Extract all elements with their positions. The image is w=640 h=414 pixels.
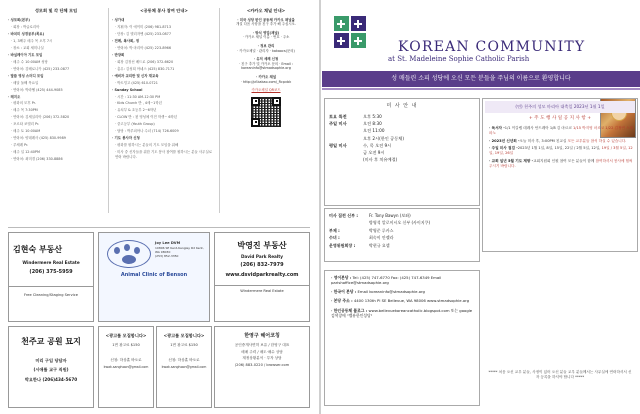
mass-title: 미 사 안 내 [386, 103, 418, 109]
kakao-block [222, 75, 310, 84]
announcement-date: (연) 천주의 성모 마리아 대축일 2023년 1월 1일 [485, 101, 635, 113]
list-item: · 지휘자: 이 에이미 (206) 981-8713 [115, 24, 171, 29]
mass-time: 오전 8:30 [363, 121, 382, 127]
ad-cemetery [8, 326, 94, 408]
clergy-name: 박현규 요셉 [369, 242, 390, 248]
announcements [482, 98, 638, 252]
contact-label: · 한인공동체 블로그 : [331, 307, 368, 313]
announcement-detail: 참여하셔서 봉사에 힘써 주시기 바랍니다. [489, 159, 633, 168]
ad-title: 김현숙 부동산 [13, 245, 63, 254]
ad-line3: 박요한나 (206)434-5670 [24, 377, 78, 383]
ad-line2: 매매 주력 / 매도·매수 상담 [241, 349, 283, 354]
ad-recruit-2 [156, 326, 212, 408]
contact-text: www.bellevuekoreancatholic.blogspot.com 또는 google 검색창에 "벨뷰한인성당" [331, 307, 473, 318]
mass-time: 오후 2시(한인 공동체) [363, 135, 404, 141]
ad-subtitle: Windermere Real Estate [22, 259, 80, 265]
kakao-block-head: · 유저 세례 신청 [253, 57, 279, 62]
announcement-title: + 주 도 행 사 일 공 지 사 항 + [528, 115, 592, 121]
list-item: · 매주 수 10:00AM 성당 [11, 59, 48, 64]
list-item: · 평화의 모후 Pr. [11, 101, 36, 106]
left-page [0, 0, 318, 414]
ad-title: <광고를 모집합니다> [163, 333, 205, 338]
ad-address: 10806 SE Kent-Kangley Rd Kent, WA 98030 [155, 245, 204, 254]
left-top-section [8, 8, 310, 228]
list-item: · 담당 : 박루피아나 수녀 (714) 726-6009 [115, 129, 179, 134]
contact-item [331, 275, 473, 285]
clergy-name: 최숙이 안젤라 [369, 235, 394, 241]
list-item: · 연락처: 김베로니카 (425) 233-0877 [11, 66, 70, 71]
contact-text: Email koreaninfo@stmadsophie.org [357, 289, 425, 295]
announcement-item [489, 159, 633, 169]
clergy-name: 방영석 알로이시오 신부 (사이지쿠) [369, 220, 431, 226]
group-meetings-title: 성모회 및 각 단체 모임 [34, 8, 78, 13]
right-page [322, 0, 640, 414]
mass-label: 주일 미사 [329, 121, 347, 127]
announcement-head: · 독서자 - [489, 125, 505, 130]
ad-line1: 1면 광고료 $150 [112, 342, 140, 347]
welcome-banner: 성 매들린 소피 성당에 오신 모든 분들을 주님의 이름으로 환영합니다 [322, 71, 640, 87]
list-item: · 회장 김정선 베드로 (206) 372-6620 [115, 59, 174, 64]
ad-title: 한영구 헤어코칭 [244, 333, 280, 339]
kakao-block-text: · 카카오채널 · 관리자 · kakaocs(문의) [237, 48, 295, 53]
announcement-head: · 주일 미사 점검 - [489, 146, 518, 151]
announcement-detail: 모든 교우분들 참석 하실 수 있습니다. [566, 138, 627, 143]
ad-phone: (253) 852-3350 [155, 253, 179, 258]
contact-label: · 한국어 본당 : [331, 289, 357, 295]
ad-footer: Windermere Real Estate [240, 288, 284, 293]
clergy-name: Fr. Tony Bawyn (보좌) [369, 213, 411, 218]
list-item: · 미사 중 신자들을 위한 기도 봉사 참여를 원하시는 분들 사무실로 연락 바랍니다. [115, 150, 213, 159]
contact-label: · 본당 주소 : [331, 298, 353, 304]
mass-schedule [324, 98, 480, 206]
clergy-label: 운영위원회장 : [329, 242, 356, 248]
qr-caption: 카카오채널 QR코드 [251, 88, 281, 93]
mass-row [329, 150, 479, 156]
list-item: · 바치미 성경공부(목요) [8, 31, 45, 36]
ad-line4: (206) 883-0220 / browser.com [234, 363, 290, 368]
community-title: KOREAN COMMUNITY [398, 39, 586, 55]
mass-label: 평일 미사 [329, 142, 347, 148]
list-item: · 전례, 복사회, 정 [112, 38, 140, 43]
mass-row [329, 143, 479, 149]
ad-line2: 신청: 하상훈 바오로 [110, 357, 142, 362]
ad-title: <광고를 모집합니다> [105, 333, 147, 338]
mass-label [329, 150, 363, 156]
list-item: · 성모회(본부) [8, 17, 30, 22]
announcement-head: · 2023년 신년회 - [489, 138, 520, 143]
ad-website: www.dsvidparkrealty.com [225, 272, 299, 279]
list-item: · 중고등부 (Youth Group) [115, 122, 155, 127]
list-item: · 레지오 [8, 94, 21, 99]
ad-phone: (206) 375-5959 [29, 269, 73, 276]
kakao-block-head: · 카카오 채널 [255, 75, 277, 80]
contact-text: 4400 130th Pl SE Bellevue, WA 98006 www.stmadsophie.org [353, 298, 470, 304]
clergy-label: 미사 집전 신부 : [329, 213, 358, 218]
list-item: · 연락처: 최미경 (206) 330-8886 [11, 157, 63, 162]
kakao-block-head: · 미국 성당 한인 공동체 카카오 채널을 [237, 17, 295, 22]
header [322, 0, 640, 92]
kakao-block [222, 18, 310, 27]
mass-label: 토요 특전 [329, 113, 347, 119]
qr-code-icon[interactable] [251, 97, 281, 127]
list-item: · 기도 봉사자 신청 [112, 136, 140, 141]
ad-park-realestate [214, 232, 310, 322]
ad-title: 박영진 부동산 [237, 241, 287, 250]
list-item: · 유치부 & 초등부 2~6학년 [115, 108, 157, 113]
list-item: · Kids Church 반 , 4세~1학년 [115, 101, 162, 106]
announcement-item [489, 146, 633, 156]
group-meetings-column [8, 8, 104, 164]
list-item: · 연락처: 박라헬 (425) 444-9085 [11, 87, 63, 92]
kakao-block-text: · http://pf.kakao.com/_Rcpvbk [240, 79, 292, 84]
list-item: · 루체레 Pr. [11, 143, 29, 148]
announcement-text: 1/1 이갈렙 데레사 안드레아 1/8 김 마르코 [504, 125, 572, 130]
cat-dog-logo-icon [107, 240, 151, 268]
kakao-block [222, 31, 310, 40]
ad-footer: Free Cleaning/Staging Service [24, 293, 78, 298]
ad-subtitle: David Park Realty [240, 253, 284, 259]
ad-email[interactable]: kwak.sanghoon@gmail.com [103, 365, 149, 370]
clergy-label: 부제 : [329, 227, 340, 233]
list-item: · 총무: 김성희 아녜스 (425) 830-7171 [115, 66, 175, 71]
contact-item [331, 308, 473, 318]
announcement-text: 오늘 미사 후, 3:00PM 친교실 [519, 138, 567, 143]
kakao-block [222, 57, 310, 71]
mass-row [329, 128, 479, 134]
list-item: · 장소 : 교회 세미나실 [11, 45, 44, 50]
volunteer-list [112, 18, 216, 160]
ad-hair [214, 326, 310, 408]
list-item: · 연락처: 박 마리아 (425) 223-8966 [115, 45, 171, 50]
contact-text: Tel: (425) 747-6770 Fax: (425) 747-6349 Email parishoffice@stmadsophie.org [331, 275, 442, 286]
list-item: · 1, 3째주 매주 목 오후 7시 [11, 38, 53, 43]
mass-time: 수, 목 오전 9시 [363, 142, 392, 148]
clergy-row [329, 228, 475, 233]
mass-time: 오후 5:30 [363, 113, 382, 119]
mass-row [329, 157, 479, 163]
list-item: · 단장: 김 엘리자벳 (425) 233-0877 [115, 31, 171, 36]
ads-grid [8, 232, 310, 408]
kakao-blocks [222, 18, 310, 85]
column-divider [108, 8, 109, 213]
ad-line1: 공인중개사면허 보유 / 한영구 대표 [234, 342, 290, 347]
page-divider [319, 0, 321, 414]
ad-phone: (206) 832-7979 [240, 262, 284, 269]
mass-row [329, 114, 479, 120]
contact-item [331, 298, 473, 303]
list-item: · 매주 목 7:30PM [11, 108, 38, 113]
mass-label [329, 136, 363, 142]
kakao-block [222, 44, 310, 53]
list-item: · 반장회 [112, 52, 125, 57]
ad-kim-realestate [8, 232, 94, 322]
contact-label: · 영어본당 : [331, 275, 352, 280]
ad-animal-clinic [98, 232, 210, 322]
announcement-head: · 교회 일년 5월 기도 제향 - [489, 159, 534, 164]
list-item: · 포르타 코엘리 Pr. [11, 122, 40, 127]
volunteer-column [112, 8, 216, 162]
mass-time: 오전 11:00 [363, 128, 385, 134]
kakao-column [222, 8, 310, 131]
newcomer-note: ***** 처음 오신 교우 분들, 사정이 있어 오신 분들 교우 분들께서는 사무실에 연락하셔서 신자 등록을 하셔야 합니다 ***** [488, 370, 632, 379]
kakao-title: <카카오 채널 안내> [246, 8, 286, 13]
ad-email[interactable]: kwak.sanghoon@gmail.com [161, 365, 207, 370]
clergy-label: 수녀 : [329, 235, 340, 241]
list-item: · 박도밍고 (425) 610-0721 [115, 80, 158, 85]
ad-line3: 재정상황분석 · 투자 상담 [242, 356, 282, 361]
clergy-label [329, 220, 369, 225]
ad-line1: 1면 광고료 $150 [170, 342, 198, 347]
ad-line2: (시애틀 교구 직원) [33, 367, 69, 373]
announcement-item [489, 139, 633, 144]
list-item: · 연락처: 김세실리아 (206) 372-5820 [11, 115, 70, 120]
announcement-text: 2023년 1월 1일, 8일, 15일, 22일 / 2월 5일, 12일, [517, 146, 601, 151]
notice [482, 254, 638, 404]
contact-item [331, 289, 473, 294]
mass-row [329, 121, 479, 127]
parish-subtitle: at St. Madeleine Sophie Catholic Parish [388, 55, 530, 63]
kakao-block-head: · 정보 관리 [257, 44, 275, 49]
list-item: · 시간 : 11:30 AM-12:30 PM [115, 94, 161, 99]
mass-label [329, 128, 363, 134]
ad-line1: 미리 구입 당담자 [35, 357, 67, 363]
list-item: · 연락처: 양데레사 (425) 830-9989 [11, 136, 66, 141]
mass-time: (미사 후 치유예절) [363, 157, 398, 163]
list-item: · 회장 : 박글로리아 [11, 24, 40, 29]
announcement-text: 교회지원회 인원 참여 모든 분들이 함께 [533, 159, 595, 164]
list-item: · Sunday School [112, 87, 143, 92]
kakao-block-text: · 카카오 채널 이름 · 번호 · 주소 [242, 35, 290, 40]
parish-logo-icon [332, 14, 368, 50]
ad-title: 천주교 공원 묘지 [21, 337, 81, 346]
mass-time: 금 오전 9시 [363, 150, 385, 156]
list-item: · 예비자 교리반 및 신자 재교육 [112, 73, 159, 78]
list-item: · 매주 일 12:40PM [11, 150, 40, 155]
clergy-info [324, 208, 480, 262]
ad-line2: 신청: 하상훈 바오로 [168, 357, 200, 362]
clergy-name: 박영준 루카스 [369, 227, 394, 233]
kakao-block-text: · 친구 추가 및 카카오 문의 · Email : koreaninfo@stmadsophie.org [238, 61, 294, 71]
list-item: · 말씀 영성 스터디 모임 [8, 73, 44, 78]
list-item: · 매주 토 10:00AM [11, 129, 41, 134]
list-item: · CLOW 반 : 첫 영성체 이전 학생~ 6학년 [115, 115, 178, 120]
list-item: · 평화를 원하시는 분들의 기도 모임을 위해 [115, 143, 179, 148]
clergy-row [329, 235, 475, 240]
mass-row [329, 136, 479, 142]
clergy-row [329, 243, 475, 248]
ad-vet-name: Joy Lee DVM [155, 241, 181, 245]
mass-label [329, 157, 363, 163]
ad-recruit-1 [98, 326, 154, 408]
list-item: · 바실레이아 기도 모임 [8, 52, 43, 57]
announcement-item [489, 126, 633, 136]
list-item: · 매달 둘째 목요일 [11, 80, 39, 85]
announcement-detail: 1/15 박지영 마르코 1/22 김정연 스테파노 [489, 125, 633, 135]
group-meetings-list [8, 18, 104, 162]
ad-title: Animal Clinic of Benson [120, 272, 188, 278]
kakao-block-text: 개설 다음 사항을 친구 추가 해 주십시오. [236, 22, 296, 27]
clergy-row [329, 213, 475, 218]
clergy-row [329, 220, 475, 225]
volunteer-title: <공동체 봉사 참여 안내> [140, 8, 188, 13]
kakao-block-head: · 방식 영업(채널) [252, 30, 280, 35]
contact-info [324, 270, 480, 406]
list-item: · 성가대 [112, 17, 125, 22]
announcement-detail: 19일 / 3월 5일, 12일, 19일, 26일 [489, 146, 633, 156]
column-divider [219, 8, 220, 213]
